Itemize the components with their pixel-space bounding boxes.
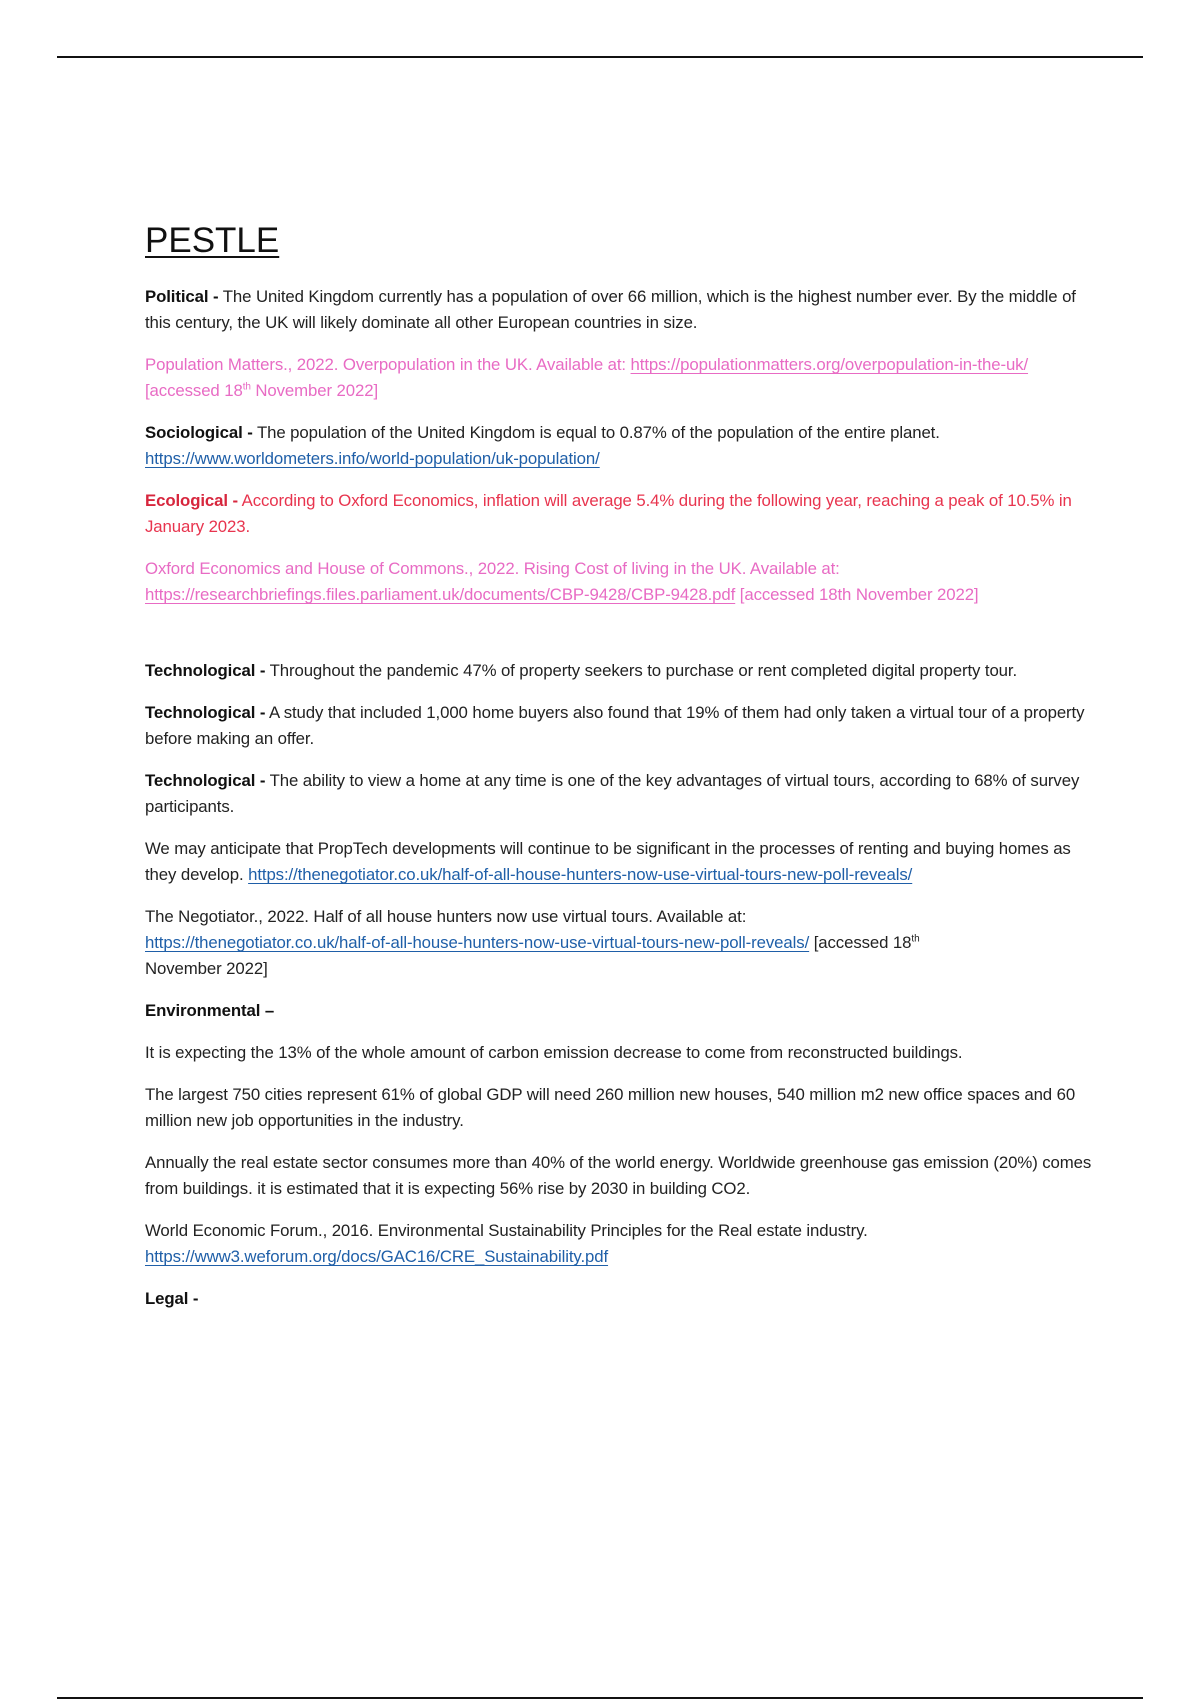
proptech-paragraph	[145, 836, 1095, 888]
negotiator-reference	[145, 904, 1095, 982]
ecological-ref-accessed: [accessed 18th November 2022]	[735, 585, 979, 604]
environmental-paragraph: Annually the real estate sector consumes more than 40% of the world energy. Worldwide greenhouse gas emission (20%) comes from buildings. it is estimated that it is expecting 56% rise by 2030 in building CO2.	[145, 1153, 1092, 1198]
technological-paragraph	[145, 768, 1095, 820]
sociological-label: Sociological -	[145, 423, 253, 442]
sociological-text: The population of the United Kingdom is equal to 0.87% of the population of the entire planet.	[252, 423, 940, 442]
negotiator-link[interactable]: https://thenegotiator.co.uk/half-of-all-house-hunters-now-use-virtual-tours-new-poll-reveals/	[248, 865, 913, 884]
legal-label: Legal -	[145, 1289, 199, 1308]
political-text: The United Kingdom currently has a population of over 66 million, which is the highest number ever. By the middle of this century, the UK will likely dominate all other European countries in size.	[145, 287, 1076, 332]
footer-rule	[57, 1697, 1143, 1699]
ecological-text: According to Oxford Economics, inflation will average 5.4% during the following year, reaching a peak of 10.5% in January 2023.	[145, 491, 1072, 536]
negotiator-ref-accessed-end: November 2022]	[145, 959, 268, 978]
technological-label: Technological -	[145, 703, 266, 722]
technological-paragraph	[145, 658, 1095, 684]
environmental-label: Environmental –	[145, 1001, 275, 1020]
political-label: Political -	[145, 287, 219, 306]
wef-reference	[145, 1218, 1095, 1270]
technological-text: Throughout the pandemic 47% of property seekers to purchase or rent completed digital property tour.	[265, 661, 1018, 680]
technological-label: Technological -	[145, 771, 266, 790]
weforum-link[interactable]: https://www3.weforum.org/docs/GAC16/CRE_Sustainability.pdf	[145, 1247, 609, 1266]
environmental-heading	[145, 998, 1095, 1024]
ecological-paragraph	[145, 488, 1095, 540]
negotiator-ref-link[interactable]: https://thenegotiator.co.uk/half-of-all-house-hunters-now-use-virtual-tours-new-poll-reveals/	[145, 933, 810, 952]
parliament-briefing-link[interactable]: https://researchbriefings.files.parliament.uk/documents/CBP-9428/CBP-9428.pdf	[145, 585, 736, 604]
political-ref-text: Population Matters., 2022. Overpopulation in the UK. Available at:	[145, 355, 631, 374]
technological-text: A study that included 1,000 home buyers also found that 19% of them had only taken a virtual tour of a property before making an offer.	[145, 703, 1085, 748]
proptech-text: We may anticipate that PropTech developments will continue to be significant in the processes of renting and buying homes as they develop.	[145, 839, 1071, 884]
negotiator-ref-accessed-sup: th	[911, 933, 920, 945]
political-ref-accessed-sup: th	[242, 381, 251, 393]
legal-heading	[145, 1286, 1095, 1312]
header-rule	[57, 56, 1143, 58]
technological-text: The ability to view a home at any time is one of the key advantages of virtual tours, according to 68% of survey participants.	[145, 771, 1080, 816]
political-ref-accessed: [accessed 18	[145, 381, 243, 400]
ecological-label: Ecological -	[145, 491, 238, 510]
document-body	[145, 218, 1095, 1328]
political-reference	[145, 352, 1095, 404]
technological-label: Technological -	[145, 661, 266, 680]
negotiator-ref-text: The Negotiator., 2022. Half of all house hunters now use virtual tours. Available at:	[145, 907, 747, 926]
wef-ref-text: World Economic Forum., 2016. Environmental Sustainability Principles for the Real estate industry.	[145, 1221, 868, 1240]
ecological-reference	[145, 556, 1095, 608]
spacer	[145, 624, 1095, 658]
sociological-paragraph	[145, 420, 1095, 472]
ecological-ref-text: Oxford Economics and House of Commons., 2022. Rising Cost of living in the UK. Available at:	[145, 559, 840, 578]
environmental-paragraph: The largest 750 cities represent 61% of global GDP will need 260 million new houses, 540 million m2 new office spaces and 60 million new job opportunities in the industry.	[145, 1085, 1076, 1130]
populationmatters-link[interactable]: https://populationmatters.org/overpopulation-in-the-uk/	[630, 355, 1029, 374]
political-ref-accessed-end: November 2022]	[250, 381, 379, 400]
negotiator-ref-accessed: [accessed 18	[809, 933, 912, 952]
political-paragraph	[145, 284, 1095, 336]
worldometers-link[interactable]: https://www.worldometers.info/world-population/uk-population/	[145, 449, 600, 468]
technological-paragraph	[145, 700, 1095, 752]
environmental-paragraph: It is expecting the 13% of the whole amount of carbon emission decrease to come from reconstructed buildings.	[145, 1043, 963, 1062]
page-title: PESTLE	[145, 221, 280, 260]
